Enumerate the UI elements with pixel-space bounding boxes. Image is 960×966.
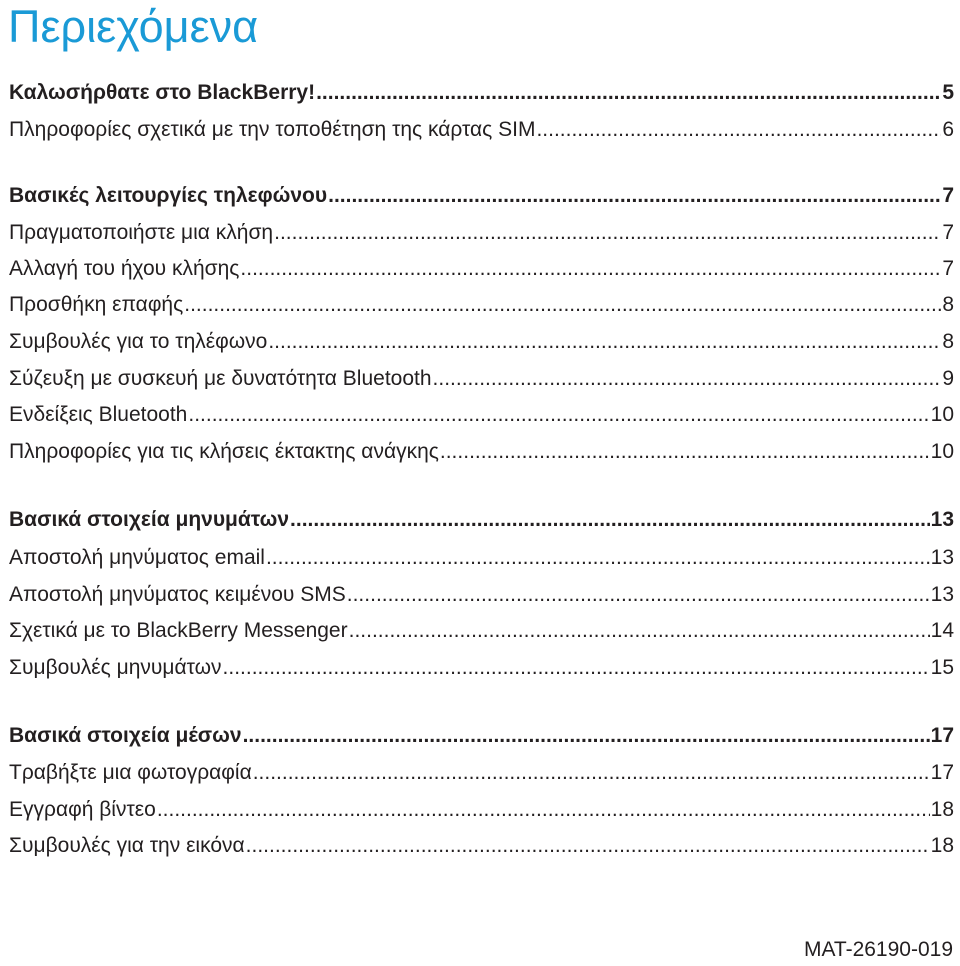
dot-leader [536, 115, 941, 145]
toc-entry-label: Συμβουλές για το τηλέφωνο [9, 330, 268, 353]
dot-leader [268, 327, 941, 357]
dot-leader [290, 505, 930, 535]
toc-entry-label: Πραγματοποιήστε μια κλήση [9, 221, 274, 244]
dot-leader [246, 831, 930, 861]
toc-entry-record-video[interactable] [9, 795, 954, 825]
toc-entry-page: 13 [930, 546, 954, 569]
toc-entry-label: Συμβουλές μηνυμάτων [9, 656, 222, 679]
toc-entry-label: Αποστολή μηνύματος email [9, 546, 265, 569]
toc-entry-page: 14 [930, 619, 954, 642]
toc-entry-page: 6 [942, 118, 954, 141]
toc-entry-page: 7 [942, 221, 954, 244]
dot-leader [433, 364, 942, 394]
toc-entry-page: 17 [930, 724, 954, 747]
toc-entry-label: Σύζευξη με συσκευή με δυνατότητα Bluetooth [9, 367, 432, 390]
toc-entry-label: Εγγραφή βίντεο [9, 798, 156, 821]
dot-leader [266, 543, 930, 573]
dot-leader [253, 758, 930, 788]
toc-entry-label: Προσθήκη επαφής [9, 293, 184, 316]
dot-leader [223, 653, 930, 683]
toc-entry-label: Αποστολή μηνύματος κειμένου SMS [9, 583, 346, 606]
toc-entry-label: Αλλαγή του ήχου κλήσης [9, 257, 240, 280]
toc-entry-messaging-basics[interactable] [9, 505, 954, 535]
toc-entry-emergency-calls[interactable] [9, 437, 954, 467]
toc-entry-image-tips[interactable] [9, 831, 954, 861]
toc-entry-media-basics[interactable] [9, 721, 954, 751]
toc-entry-phone-tips[interactable] [9, 327, 954, 357]
toc-entry-label: Τραβήξτε μια φωτογραφία [9, 761, 252, 784]
toc-entry-bbm[interactable] [9, 616, 954, 646]
toc-entry-page: 7 [942, 184, 954, 207]
toc-entry-make-call[interactable] [9, 218, 954, 248]
dot-leader [349, 616, 930, 646]
toc-entry-label: Καλωσήρθατε στο BlackBerry! [9, 81, 316, 104]
dot-leader [157, 795, 930, 825]
toc-entry-phone-basics[interactable] [9, 181, 954, 211]
toc-entry-page: 18 [930, 834, 954, 857]
toc-entry-page: 8 [942, 293, 954, 316]
toc-entry-label: Βασικά στοιχεία μηνυμάτων [9, 508, 290, 531]
dot-leader [440, 437, 930, 467]
toc-entry-welcome[interactable] [9, 78, 954, 108]
page-title: Περιεχόμενα [8, 1, 259, 52]
dot-leader [243, 721, 930, 751]
dot-leader [347, 580, 930, 610]
toc-entry-label: Βασικές λειτουργίες τηλεφώνου [9, 184, 328, 207]
dot-leader [188, 400, 929, 430]
toc-entry-page: 9 [942, 367, 954, 390]
toc-entry-page: 18 [930, 798, 954, 821]
toc-entry-page: 10 [930, 440, 954, 463]
toc-entry-page: 17 [930, 761, 954, 784]
toc-entry-sim-card[interactable] [9, 115, 954, 145]
toc-entry-page: 13 [930, 583, 954, 606]
toc-entry-bluetooth-indicators[interactable] [9, 400, 954, 430]
toc-entry-label: Πληροφορίες για τις κλήσεις έκτακτης ανάγκης [9, 440, 439, 463]
toc-entry-send-sms[interactable] [9, 580, 954, 610]
document-code: MAT-26190-019 [803, 938, 953, 961]
toc-entry-label: Ενδείξεις Bluetooth [9, 403, 188, 426]
dot-leader [328, 181, 941, 211]
toc-entry-page: 8 [942, 330, 954, 353]
toc-entry-label: Σχετικά με το BlackBerry Messenger [9, 619, 348, 642]
toc-entry-add-contact[interactable] [9, 290, 954, 320]
dot-leader [274, 218, 941, 248]
toc-entry-take-photo[interactable] [9, 758, 954, 788]
toc-entry-page: 7 [942, 257, 954, 280]
toc-entry-label: Πληροφορίες σχετικά με την τοποθέτηση της κάρτας SIM [9, 118, 536, 141]
dot-leader [316, 78, 941, 108]
toc-entry-ringtone[interactable] [9, 254, 954, 284]
dot-leader [240, 254, 941, 284]
toc-entry-label: Βασικά στοιχεία μέσων [9, 724, 242, 747]
toc-entry-bluetooth-pairing[interactable] [9, 364, 954, 394]
dot-leader [184, 290, 941, 320]
toc-entry-send-email[interactable] [9, 543, 954, 573]
toc-entry-label: Συμβουλές για την εικόνα [9, 834, 245, 857]
toc-entry-page: 5 [942, 81, 954, 104]
toc-entry-page: 15 [930, 656, 954, 679]
toc-entry-page: 10 [930, 403, 954, 426]
toc-entry-messaging-tips[interactable] [9, 653, 954, 683]
toc-entry-page: 13 [930, 508, 954, 531]
